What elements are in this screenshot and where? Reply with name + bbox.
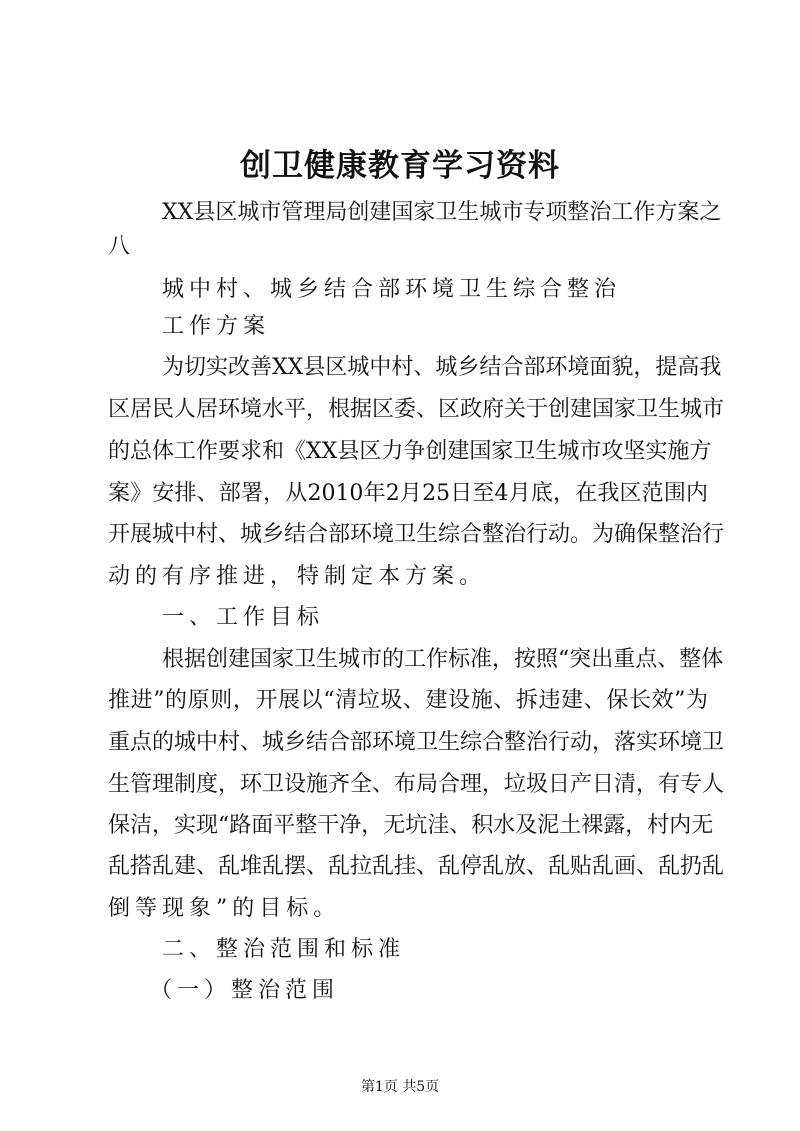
text-line: 八: [108, 234, 136, 259]
text-line: XX县区城市管理局创建国家卫生城市专项整治工作方案之: [162, 200, 722, 225]
text-line: 倒等现象”的目标。: [108, 896, 341, 921]
text-line: （一）整治范围: [150, 978, 340, 1003]
document-title: 创卫健康教育学习资料: [240, 148, 560, 184]
text-line: 城中村、城乡结合部环境卫生综合整治: [162, 277, 622, 302]
text-line: 开展城中村、城乡结合部环境卫生综合整治行动。为确保整治行: [108, 522, 725, 547]
text-line: 为切实改善XX县区城中村、城乡结合部环境面貌，提高我: [162, 355, 722, 380]
page-footer: 第1页 共5页: [360, 1079, 440, 1095]
text-line: 动的有序推进，特制定本方案。: [108, 564, 487, 589]
text-line: 二、整治范围和标准: [162, 937, 406, 962]
text-line: 根据创建国家卫生城市的工作标准，按照“突出重点、整体: [162, 647, 724, 672]
text-line: 区居民人居环境水平，根据区委、区政府关于创建国家卫生城市: [108, 397, 725, 422]
text-line: 保洁，实现“路面平整干净，无坑洼、积水及泥土裸露，村内无: [108, 813, 714, 838]
text-line: 工作方案: [162, 314, 271, 339]
text-line: 生管理制度，环卫设施齐全、布局合理，垃圾日产日清，有专人: [108, 772, 725, 797]
text-line: 推进”的原则，开展以“清垃圾、建设施、拆违建、保长效”为: [108, 688, 708, 713]
text-line: 案》安排、部署，从2010年2月25日至4月底，在我区范围内: [108, 481, 708, 506]
text-line: 重点的城中村、城乡结合部环境卫生综合整治行动，落实环境卫: [108, 730, 725, 755]
text-line: 的总体工作要求和《XX县区力争创建国家卫生城市攻坚实施方: [108, 439, 712, 464]
text-line: 一、工作目标: [162, 605, 325, 630]
text-line: 乱搭乱建、乱堆乱摆、乱拉乱挂、乱停乱放、乱贴乱画、乱扔乱: [108, 854, 725, 879]
